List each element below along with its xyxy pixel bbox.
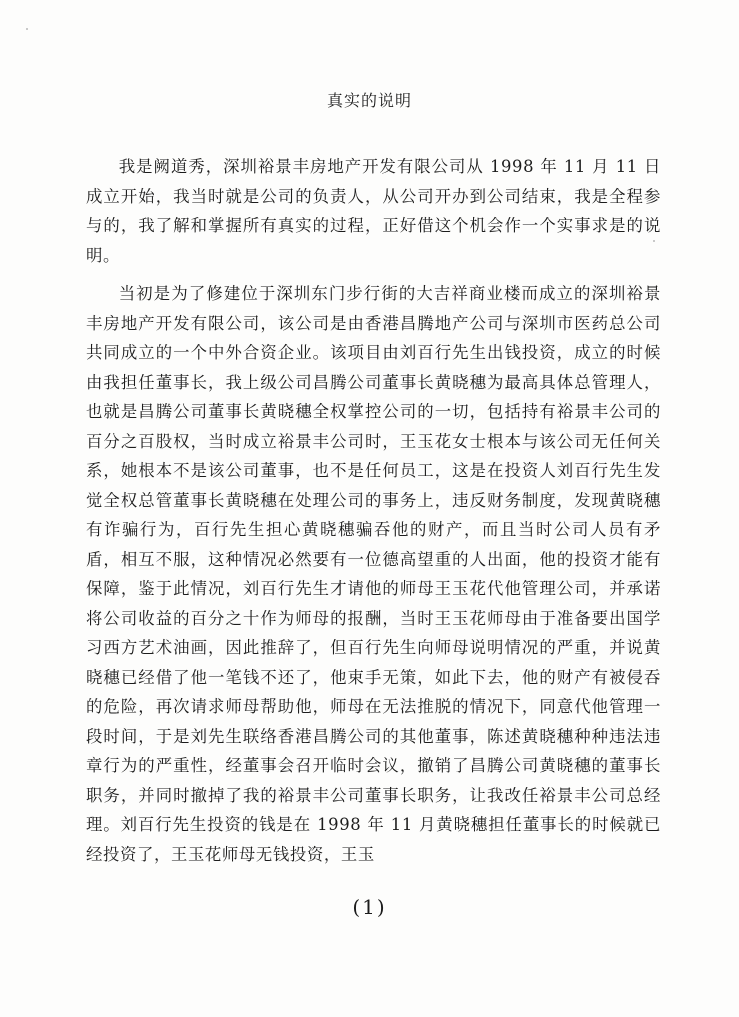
document-body [86,152,661,869]
document-title: 真实的说明 [326,91,412,110]
paragraph-2: 当初是为了修建位于深圳东门步行街的大吉祥商业楼而成立的深圳裕景丰房地产开发有限公司，该公司是由香港昌腾地产公司与深圳市医药总公司共同成立的一个中外合资企业。该项目由刘百行先生出钱投资，成立的时候由我担任董事长，我上级公司昌腾公司董事长黄晓穗为最高具体总管理人，也就是昌腾公司董事长黄晓穗全权掌控公司的一切，包括持有裕景丰公司的百分之百股权，当时成立裕景丰公司时，王玉花女士根本与该公司无任何关系，她根本不是该公司董事，也不是任何员工，这是在投资人刘百行先生发觉全权总管董事长黄晓穗在处理公司的事务上，违反财务制度，发现黄晓穗有诈骗行为，百行先生担心黄晓穗骗吞他的财产，而且当时公司人员有矛盾，相互不服，这种情况必然要有一位德高望重的人出面，他的投资才能有保障，鉴于此情况，刘百行先生才请他的师母王玉花代他管理公司，并承诺将公司收益的百分之十作为师母的报酬，当时王玉花师母由于准备要出国学习西方艺术油画，因此推辞了，但百行先生向师母说明情况的严重，并说黄晓穗已经借了他一笔钱不还了，他束手无策，如此下去，他的财产有被侵吞的危险，再次请求师母帮助他，师母在无法推脱的情况下，同意代他管理一段时间，于是刘先生联络香港昌腾公司的其他董事，陈述黄晓穗种种违法违章行为的严重性，经董事会召开临时会议，撤销了昌腾公司黄晓穗的董事长职务，并同时撤掉了我的裕景丰公司董事长职务，让我改任裕景丰公司总经理。刘百行先生投资的钱是在 1998 年 11 月黄晓穗担任董事长的时候就已经投资了，王玉花师母无钱投资，王玉 [86,284,661,864]
paragraph-1: 我是阙道秀，深圳裕景丰房地产开发有限公司从 1998 年 11 月 11 日成立开始，我当时就是公司的负责人，从公司开办到公司结束，我是全程参与的，我了解和掌握所有真实的过程，正好借这个机会作一个实事求是的说明。 [86,157,661,265]
scan-speck [26,28,28,30]
page-number: (1) [352,895,387,919]
